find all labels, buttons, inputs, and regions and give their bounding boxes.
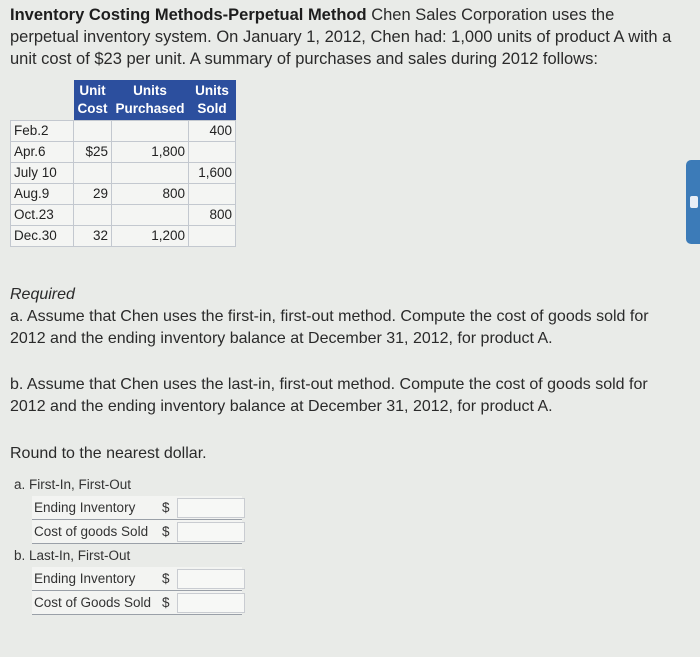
header-units-sold: [189, 80, 236, 121]
required-part-b: b. Assume that Chen uses the last-in, first-out method. Compute the cost of goods sold for 2012 and the ending inventory balance at December 31, 2012, for product A.: [10, 376, 648, 415]
fifo-cogs-row: [32, 520, 242, 544]
row-unit-cost: [74, 205, 112, 226]
fifo-section-label: a. First-In, First-Out: [14, 477, 132, 492]
fifo-ending-inventory-row: [32, 496, 242, 520]
currency-symbol: $: [162, 595, 170, 610]
row-units-purchased: 800: [112, 184, 189, 205]
answer-table: [10, 473, 242, 615]
lifo-cogs-input[interactable]: [177, 593, 245, 613]
row-units-sold: [189, 226, 236, 247]
row-units-purchased: 1,800: [112, 142, 189, 163]
lifo-section-label: b. Last-In, First-Out: [14, 548, 131, 563]
row-units-sold: 800: [189, 205, 236, 226]
row-unit-cost: [74, 163, 112, 184]
header-units-purchased-bottom: Purchased: [115, 101, 185, 116]
row-date: Apr.6: [11, 142, 74, 163]
row-units-purchased: [112, 205, 189, 226]
header-unit-cost-bottom: Cost: [77, 101, 108, 116]
lifo-ending-inventory-input[interactable]: [177, 569, 245, 589]
currency-symbol: $: [162, 571, 170, 586]
rounding-note: Round to the nearest dollar.: [10, 445, 207, 462]
lifo-ending-inventory-label: Ending Inventory: [34, 571, 136, 586]
header-units-purchased: [112, 80, 189, 121]
header-units-sold-bottom: Sold: [197, 101, 227, 116]
fifo-ending-inventory-label: Ending Inventory: [34, 500, 136, 515]
row-unit-cost: $25: [74, 142, 112, 163]
intro-paragraph: [10, 4, 680, 70]
fifo-cogs-label: Cost of goods Sold: [34, 524, 149, 539]
header-unit-cost-top: Unit: [79, 83, 106, 98]
header-units-purchased-top: Units: [133, 83, 167, 98]
table-header-row: [11, 80, 236, 121]
lifo-ending-inventory-row: [32, 567, 242, 591]
row-date: Feb.2: [11, 121, 74, 142]
header-units-sold-top: Units: [195, 83, 229, 98]
table-row: [11, 163, 236, 184]
table-row: [11, 205, 236, 226]
header-date: [11, 80, 74, 121]
intro-title: Inventory Costing Methods-Perpetual Method: [10, 6, 367, 24]
grip-icon: [690, 196, 698, 208]
lifo-cogs-label: Cost of Goods Sold: [34, 595, 152, 610]
table-row: [11, 226, 236, 247]
row-date: Aug.9: [11, 184, 74, 205]
row-unit-cost: 32: [74, 226, 112, 247]
side-scroll-tab[interactable]: [686, 160, 700, 244]
header-unit-cost: [74, 80, 112, 121]
lifo-cogs-row: [32, 591, 242, 615]
row-date: Dec.30: [11, 226, 74, 247]
table-row: [11, 184, 236, 205]
fifo-cogs-input[interactable]: [177, 522, 245, 542]
row-unit-cost: 29: [74, 184, 112, 205]
row-date: July 10: [11, 163, 74, 184]
row-units-sold: 1,600: [189, 163, 236, 184]
row-units-purchased: [112, 163, 189, 184]
row-units-purchased: 1,200: [112, 226, 189, 247]
row-units-purchased: [112, 121, 189, 142]
fifo-ending-inventory-input[interactable]: [177, 498, 245, 518]
intro-body: Chen Sales Corporation uses the perpetual inventory system. On January 1, 2012, Chen had: 1,000 units of product A with a unit cost of $23 per unit. A summary of purchases and sales during 2012 follows:: [10, 6, 672, 68]
table-row: [11, 121, 236, 142]
row-unit-cost: [74, 121, 112, 142]
row-units-sold: [189, 184, 236, 205]
table-row: [11, 142, 236, 163]
row-units-sold: [189, 142, 236, 163]
row-units-sold: 400: [189, 121, 236, 142]
row-date: Oct.23: [11, 205, 74, 226]
purchases-table: [10, 80, 236, 247]
currency-symbol: $: [162, 500, 170, 515]
required-heading-text: Required: [10, 286, 75, 303]
currency-symbol: $: [162, 524, 170, 539]
required-part-a: a. Assume that Chen uses the first-in, first-out method. Compute the cost of goods sold for 2012 and the ending inventory balance at December 31, 2012, for product A.: [10, 308, 649, 347]
required-heading: [10, 284, 670, 306]
